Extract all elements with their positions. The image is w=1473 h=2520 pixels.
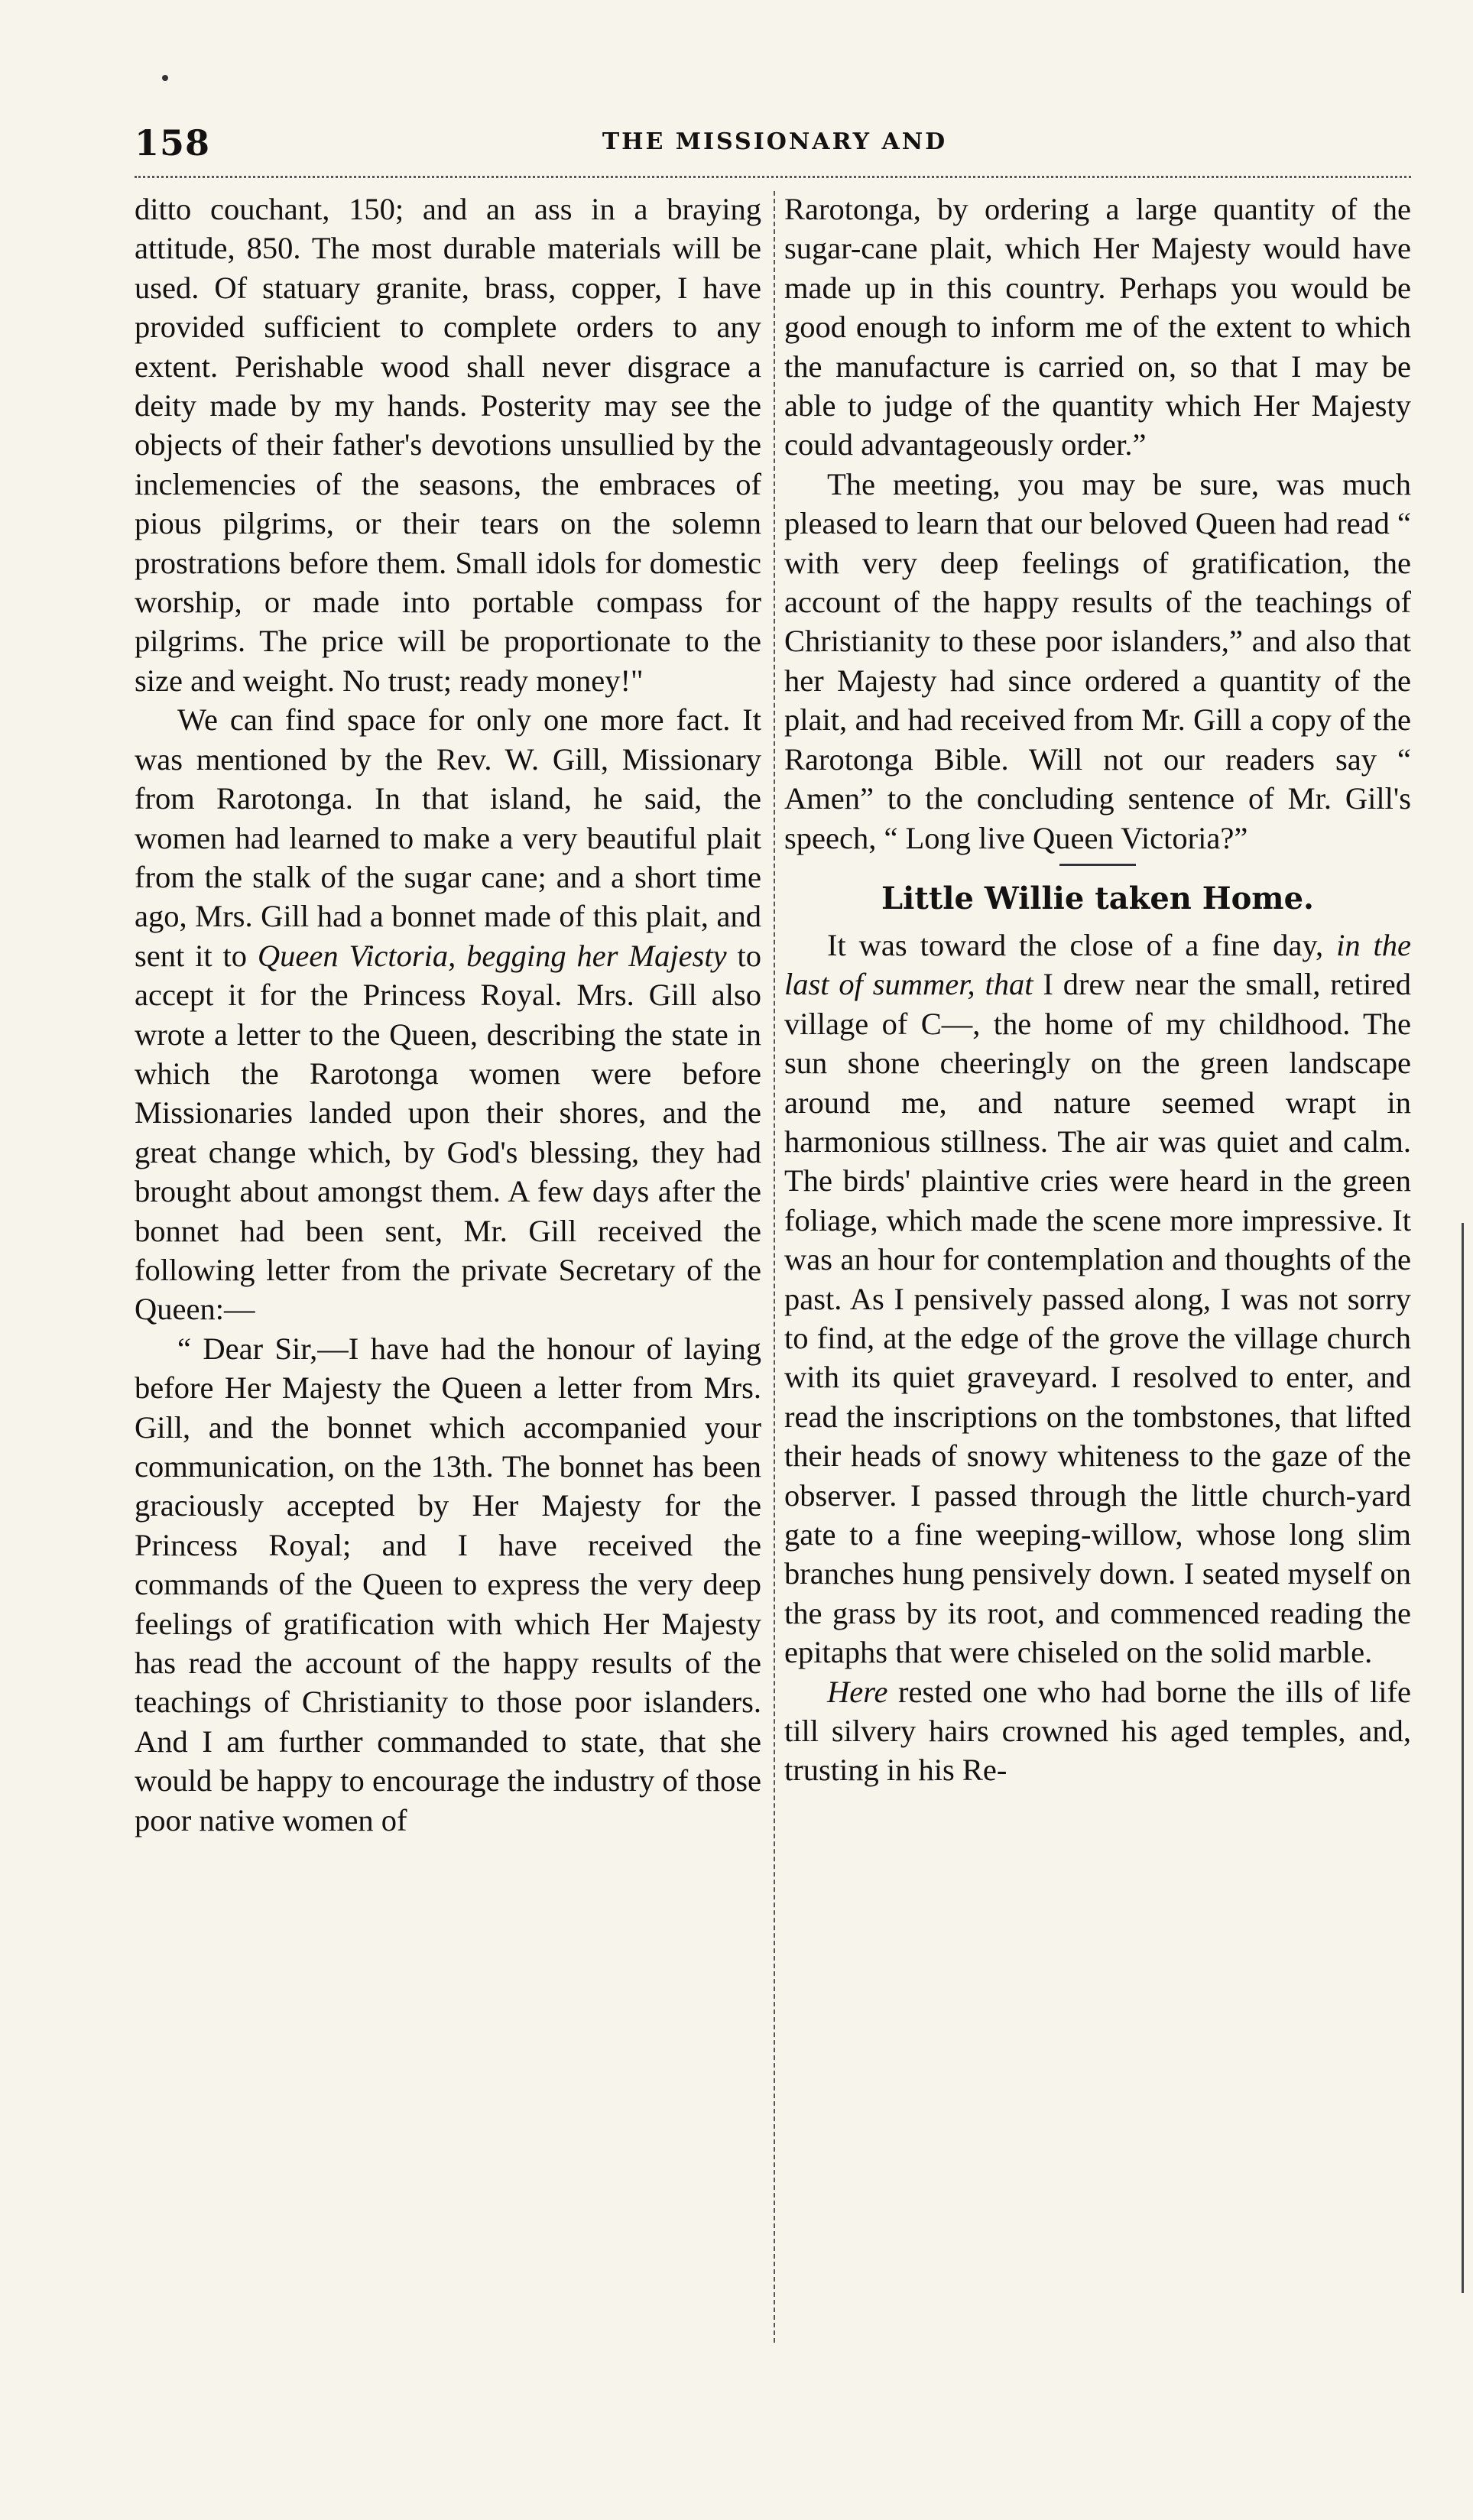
section-divider bbox=[1059, 864, 1136, 866]
page-number: 158 bbox=[135, 122, 211, 164]
paragraph-queen-letter: “ Dear Sir,—I have had the honour of laying before Her Majesty the Queen a letter from Mrs. Gill, and the bonnet which accompanied your communication, on the 13th. The bonnet has been graciously accepted by Her Majesty for the Princess Royal; and I have received the commands of the Queen to express the very deep feelings of gratification with which Her Majesty has read the account of the happy results of the teachings of Christianity to those poor islanders. And I am further commanded to state, that she would be happy to encourage the industry of those poor native women of bbox=[135, 1331, 761, 1837]
left-column bbox=[135, 190, 761, 1840]
plait-text-italic: Queen Victoria, begging her Majesty bbox=[257, 938, 727, 973]
paragraph-rarotonga-plait bbox=[135, 700, 761, 1329]
epitaph-text-b: rested one who had borne the ills of life till silvery hairs crowned his aged temples, and, trusting in his Re- bbox=[784, 1674, 1411, 1788]
churchyard-text-b: I drew near the small, retired village of C—, the home of my childhood. The sun shone cheeringly on the green landscape around me, and nature seemed wrapt in harmonious stillness. The air was quiet and calm. The birds' plaintive cries were heard in the green foliage, which made the scene more impressive. It was an hour for contemplation and thoughts of the past. As I pensively passed along, I was not sorry to find, at the edge of the grove the village church with its quiet graveyard. I resolved to enter, and read the inscriptions on the tombstones, that lifted their heads of snowy whiteness to the gaze of the observer. I passed through the little church-yard gate to a fine weeping-willow, whose long slim branches hung pensively down. I seated myself on the grass by its root, and commenced reading the epitaphs that were chiseled on the solid marble. bbox=[784, 967, 1411, 1670]
churchyard-text-a: It was toward the close of a fine day, bbox=[827, 927, 1337, 962]
plait-text-b: to accept it for the Princess Royal. Mrs. Gill also wrote a letter to the Queen, describing the state in which the Rarotonga women were before Missionaries landed upon their shores, and the great change which, by God's blessing, they had brought about amongst them. A few days after the bonnet had been sent, Mr. Gill received the following letter from the private Secretary of the Queen:— bbox=[135, 938, 761, 1327]
paragraph-letter-conclusion: Rarotonga, by ordering a large quantity of the sugar-cane plait, which Her Majesty would have made up in this country. Perhaps you would be good enough to inform me of the extent to which the manufacture is carried on, so that I may be able to judge of the quantity which Her Majesty could advantageously order.” bbox=[784, 192, 1411, 462]
ink-speck bbox=[162, 75, 168, 81]
paragraph-epitaph bbox=[784, 1672, 1411, 1790]
paragraph-meeting-response: The meeting, you may be sure, was much pleased to learn that our beloved Queen had read “ with very deep feelings of gratification, the account of the happy results of the teachings of Christianity to these poor islanders,” and also that her Majesty had since ordered a quantity of the plait, and had received from Mr. Gill a copy of the Rarotonga Bible. Will not our readers say “ Amen” to the concluding sentence of Mr. Gill's speech, “ Long live Queen Victoria?” bbox=[784, 466, 1411, 855]
paragraph-idol-catalogue-end: ditto couchant, 150; and an ass in a braying attitude, 850. The most durable materials will be used. Of statuary granite, brass, copper, I have provided sufficient to complete orders to any extent. Perishable wood shall never disgrace a deity made by my hands. Posterity may see the objects of their father's devotions unsullied by the inclemencies of the seasons, the embraces of pious pilgrims, or their tears on the solemn prostrations before them. Small idols for domestic worship, or made into portable compass for pilgrims. The price will be proportionate to the size and weight. No trust; ready money!" bbox=[135, 192, 761, 698]
plait-text-a: We can find space for only one more fact. It was mentioned by the Rev. W. Gill, Missionary from Rarotonga. In that island, he said, the women had learned to make a very beautiful plait from the stalk of the sugar cane; and a short time ago, Mrs. Gill had a bonnet made of this plait, and sent it to bbox=[135, 702, 761, 973]
running-head bbox=[135, 122, 1415, 176]
right-column bbox=[784, 190, 1411, 1790]
scan-edge-line bbox=[1462, 1223, 1464, 2293]
section-heading: Little Willie taken Home. bbox=[881, 880, 1314, 916]
running-head-title: THE MISSIONARY AND bbox=[602, 128, 948, 155]
churchyard-text-italic: in the last of summer, that bbox=[784, 927, 1412, 1002]
column-divider bbox=[774, 191, 775, 2343]
paragraph-churchyard bbox=[784, 926, 1411, 1672]
header-rule bbox=[135, 176, 1411, 178]
epitaph-text-italic: Here bbox=[827, 1674, 888, 1709]
